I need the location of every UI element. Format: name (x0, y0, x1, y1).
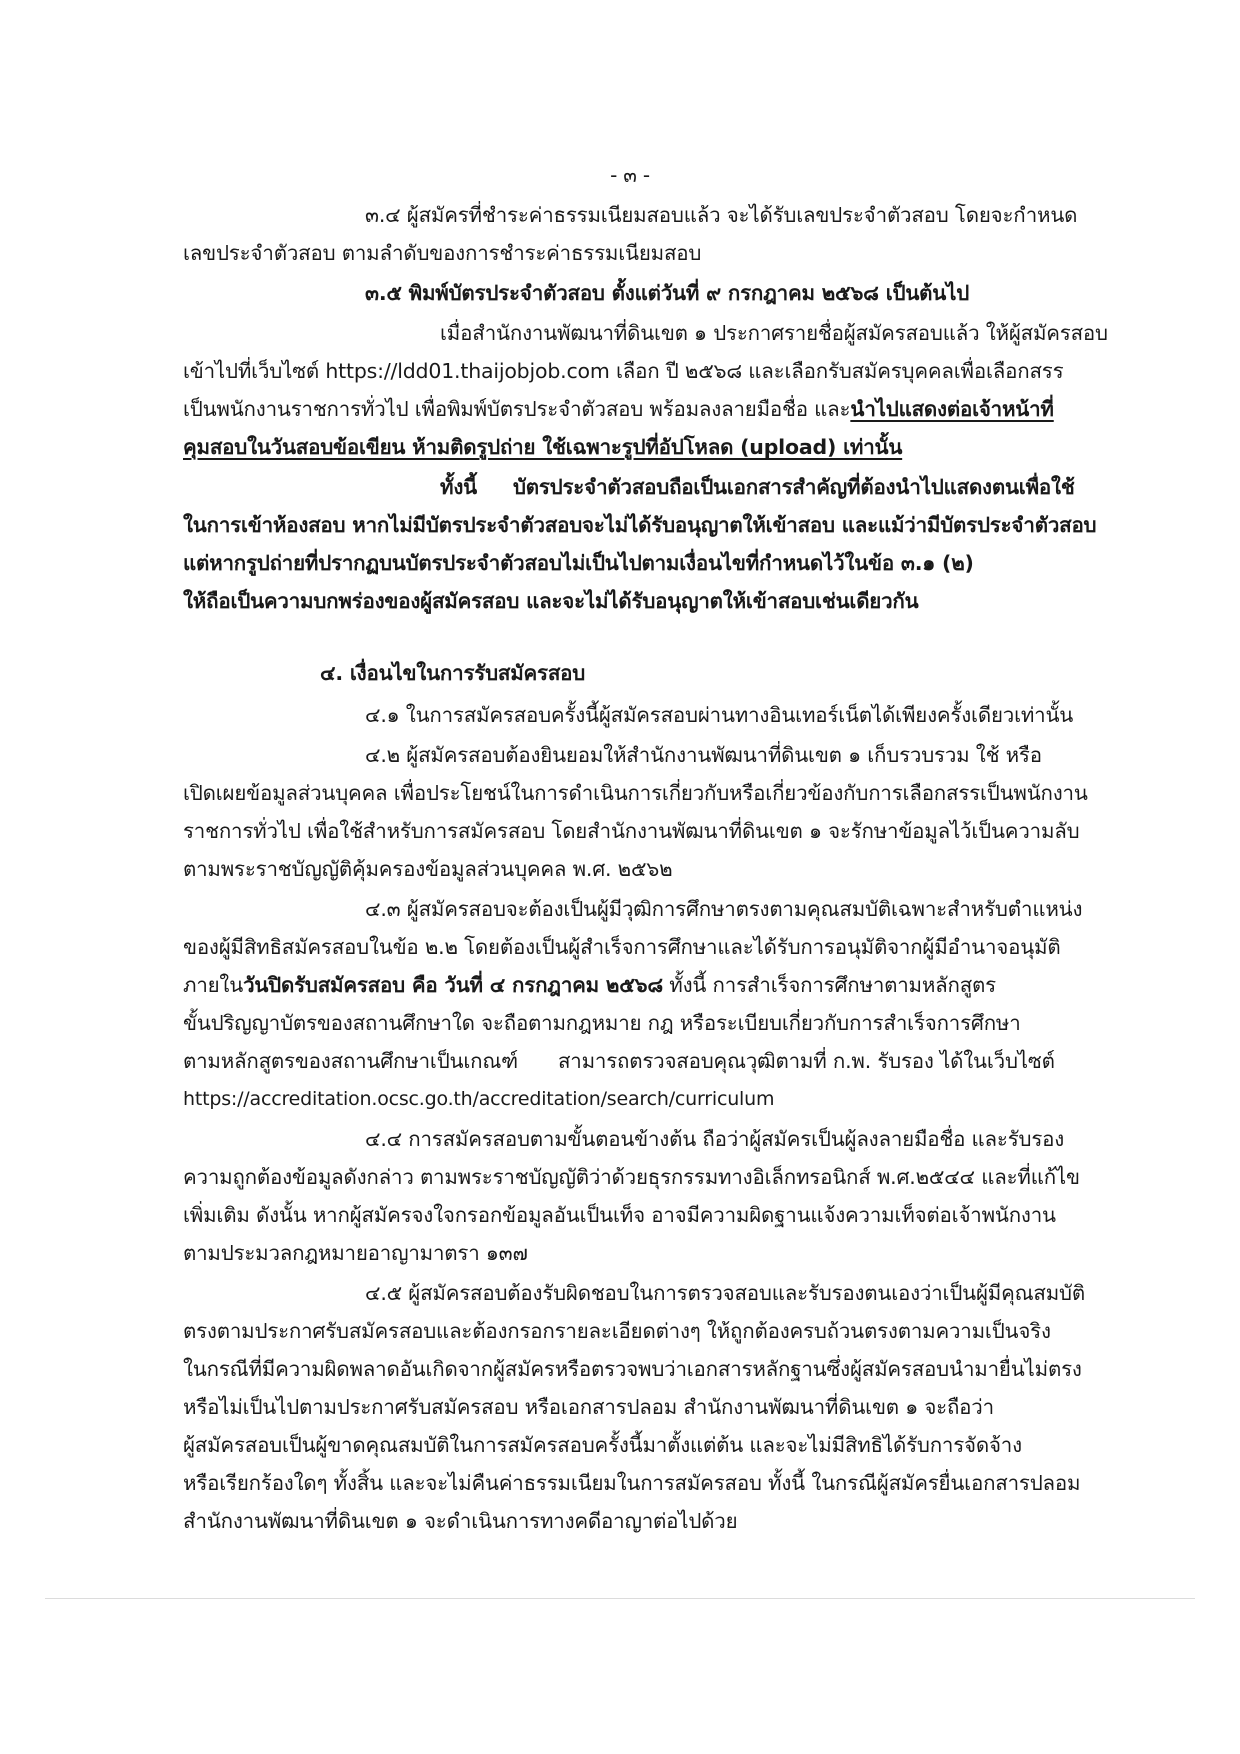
page-bottom-divider (45, 1598, 1195, 1599)
clause-4-3-line-3 (183, 970, 996, 1000)
clause-4-2-line-2: เปิดเผยข้อมูลส่วนบุคคล เพื่อประโยชน์ในการดำเนินการเกี่ยวกับหรือเกี่ยวข้องกับการเลือกสรรเป็นพนักงาน (183, 781, 1088, 805)
clause-4-2-line-1: ๔.๒ ผู้สมัครสอบต้องยินยอมให้สำนักงานพัฒนาที่ดินเขต ๑ เก็บรวบรวม ใช้ หรือ (365, 743, 1042, 767)
clause-3-5-line-1: เมื่อสำนักงานพัฒนาที่ดินเขต ๑ ประกาศรายชื่อผู้สมัครสอบแล้ว ให้ผู้สมัครสอบ (440, 321, 1108, 345)
clause-3-5-heading: ๓.๕ พิมพ์บัตรประจำตัวสอบ ตั้งแต่วันที่ ๙ กรกฎาคม ๒๕๖๘ เป็นต้นไป (365, 281, 970, 305)
clause-4-4-line-4: ตามประมวลกฎหมายอาญามาตรา ๑๓๗ (183, 1241, 528, 1265)
clause-4-3-line-1: ๔.๓ ผู้สมัครสอบจะต้องเป็นผู้มีวุฒิการศึกษาตรงตามคุณสมบัติเฉพาะสำหรับตำแหน่ง (365, 897, 1083, 921)
clause-4-3-line-5 (183, 1046, 1055, 1076)
clause-4-3-line-3-post: ทั้งนี้ การสำเร็จการศึกษาตามหลักสูตร (662, 973, 996, 997)
clause-4-4-line-2: ความถูกต้องข้อมูลดังกล่าว ตามพระราชบัญญัติว่าด้วยธุรกรรมทางอิเล็กทรอนิกส์ พ.ศ.๒๕๔๔ และที่แก้ไข (183, 1165, 1080, 1189)
clause-3-5-line-3 (183, 394, 1054, 424)
clause-4-2-line-4: ตามพระราชบัญญัติคุ้มครองข้อมูลส่วนบุคคล พ.ศ. ๒๕๖๒ (183, 857, 673, 881)
clause-4-5-line-2: ตรงตามประกาศรับสมัครสอบและต้องกรอกรายละเอียดต่างๆ ให้ถูกต้องครบถ้วนตรงตามความเป็นจริง (183, 1319, 1051, 1343)
clause-3-4-line-2: เลขประจำตัวสอบ ตามลำดับของการชำระค่าธรรมเนียมสอบ (183, 241, 702, 265)
note-line-2: ในการเข้าห้องสอบ หากไม่มีบัตรประจำตัวสอบจะไม่ได้รับอนุญาตให้เข้าสอบ และแม้ว่ามีบัตรประจำตัวสอบ (183, 513, 1097, 537)
clause-3-5-line-3-plain: เป็นพนักงานราชการทั่วไป เพื่อพิมพ์บัตรประจำตัวสอบ พร้อมลงลายมือชื่อ และ (183, 397, 851, 421)
clause-4-2-line-3: ราชการทั่วไป เพื่อใช้สำหรับการสมัครสอบ โดยสำนักงานพัฒนาที่ดินเขต ๑ จะรักษาข้อมูลไว้เป็นความลับ (183, 819, 1080, 843)
clause-4-3-line-2: ของผู้มีสิทธิสมัครสอบในข้อ ๒.๒ โดยต้องเป็นผู้สำเร็จการศึกษาและได้รับการอนุมัติจากผู้มีอำนาจอนุมัติ (183, 935, 1061, 959)
clause-4-3-line-5-b: สามารถตรวจสอบคุณวุฒิตามที่ ก.พ. รับรอง ได้ในเว็บไซต์ (557, 1049, 1055, 1073)
clause-4-4-line-3: เพิ่มเติม ดังนั้น หากผู้สมัครจงใจกรอกข้อมูลอันเป็นเท็จ อาจมีความผิดฐานแจ้งความเท็จต่อเจ้าพนักงาน (183, 1203, 1056, 1227)
clause-3-5-line-3-emphasis: นำไปแสดงต่อเจ้าหน้าที่ (850, 397, 1054, 421)
clause-4-4-line-1: ๔.๔ การสมัครสอบตามขั้นตอนข้างต้น ถือว่าผู้สมัครเป็นผู้ลงลายมือชื่อ และรับรอง (365, 1127, 1065, 1151)
clause-4-5-line-1: ๔.๕ ผู้สมัครสอบต้องรับผิดชอบในการตรวจสอบและรับรองตนเองว่าเป็นผู้มีคุณสมบัติ (365, 1281, 1085, 1305)
clause-4-3-closing-date: วันปิดรับสมัครสอบ คือ วันที่ ๔ กรกฎาคม ๒๕๖๘ (243, 973, 663, 997)
accreditation-url-link[interactable]: https://accreditation.ocsc.go.th/accreditation/search/curriculum (183, 1088, 775, 1110)
clause-4-5-line-4: หรือไม่เป็นไปตามประกาศรับสมัครสอบ หรือเอกสารปลอม สำนักงานพัฒนาที่ดินเขต ๑ จะถือว่า (183, 1395, 994, 1419)
page-number: - ๓ - (610, 163, 650, 187)
note-line-1-rest: บัตรประจำตัวสอบถือเป็นเอกสารสำคัญที่ต้องนำไปแสดงตนเพื่อใช้ (512, 475, 1075, 499)
clause-4-3-line-4: ขั้นปริญญาบัตรของสถานศึกษาใด จะถือตามกฎหมาย กฎ หรือระเบียบเกี่ยวกับการสำเร็จการศึกษา (183, 1011, 1021, 1035)
clause-4-5-line-5: ผู้สมัครสอบเป็นผู้ขาดคุณสมบัติในการสมัครสอบครั้งนี้มาตั้งแต่ต้น และจะไม่มีสิทธิได้รับการจัดจ้าง (183, 1433, 1022, 1457)
section-4-heading: ๔. เงื่อนไขในการรับสมัครสอบ (320, 661, 586, 685)
clause-4-3-line-5-a: ตามหลักสูตรของสถานศึกษาเป็นเกณฑ์ (183, 1049, 518, 1073)
clause-4-5-line-3: ในกรณีที่มีความผิดพลาดอันเกิดจากผู้สมัครหรือตรวจพบว่าเอกสารหลักฐานซึ่งผู้สมัครสอบนำมายื่นไม่ตรง (183, 1357, 1082, 1381)
clause-4-1: ๔.๑ ในการสมัครสอบครั้งนี้ผู้สมัครสอบผ่านทางอินเทอร์เน็ตได้เพียงครั้งเดียวเท่านั้น (365, 703, 1074, 727)
note-line-4: ให้ถือเป็นความบกพร่องของผู้สมัครสอบ และจะไม่ได้รับอนุญาตให้เข้าสอบเช่นเดียวกัน (183, 589, 919, 613)
clause-3-5-line-2 (183, 356, 1063, 386)
clause-4-3-line-3-pre: ภายใน (183, 973, 244, 997)
clause-3-5-line-4: คุมสอบในวันสอบข้อเขียน ห้ามติดรูปถ่าย ใช้เฉพาะรูปที่อัปโหลด (upload) เท่านั้น (183, 435, 903, 459)
clause-4-5-line-6: หรือเรียกร้องใดๆ ทั้งสิ้น และจะไม่คืนค่าธรรมเนียมในการสมัครสอบ ทั้งนี้ ในกรณีผู้สมัครยื่นเอกสารปลอม (183, 1471, 1081, 1495)
note-line-3: แต่หากรูปถ่ายที่ปรากฏบนบัตรประจำตัวสอบไม่เป็นไปตามเงื่อนไขที่กำหนดไว้ในข้อ ๓.๑ (๒) (183, 551, 974, 575)
note-line-1 (440, 472, 1075, 502)
clause-3-5-line-2-text: เข้าไปที่เว็บไซต์ https://ldd01.thaijobjob.com เลือก ปี ๒๕๖๘ และเลือกรับสมัครบุคคลเพื่อเลือกสรร (183, 359, 1064, 383)
clause-4-5-line-7: สำนักงานพัฒนาที่ดินเขต ๑ จะดำเนินการทางคดีอาญาต่อไปด้วย (183, 1509, 738, 1533)
note-lead: ทั้งนี้ (440, 475, 477, 499)
clause-3-4-line-1: ๓.๔ ผู้สมัครที่ชำระค่าธรรมเนียมสอบแล้ว จะได้รับเลขประจำตัวสอบ โดยจะกำหนด (365, 203, 1078, 227)
